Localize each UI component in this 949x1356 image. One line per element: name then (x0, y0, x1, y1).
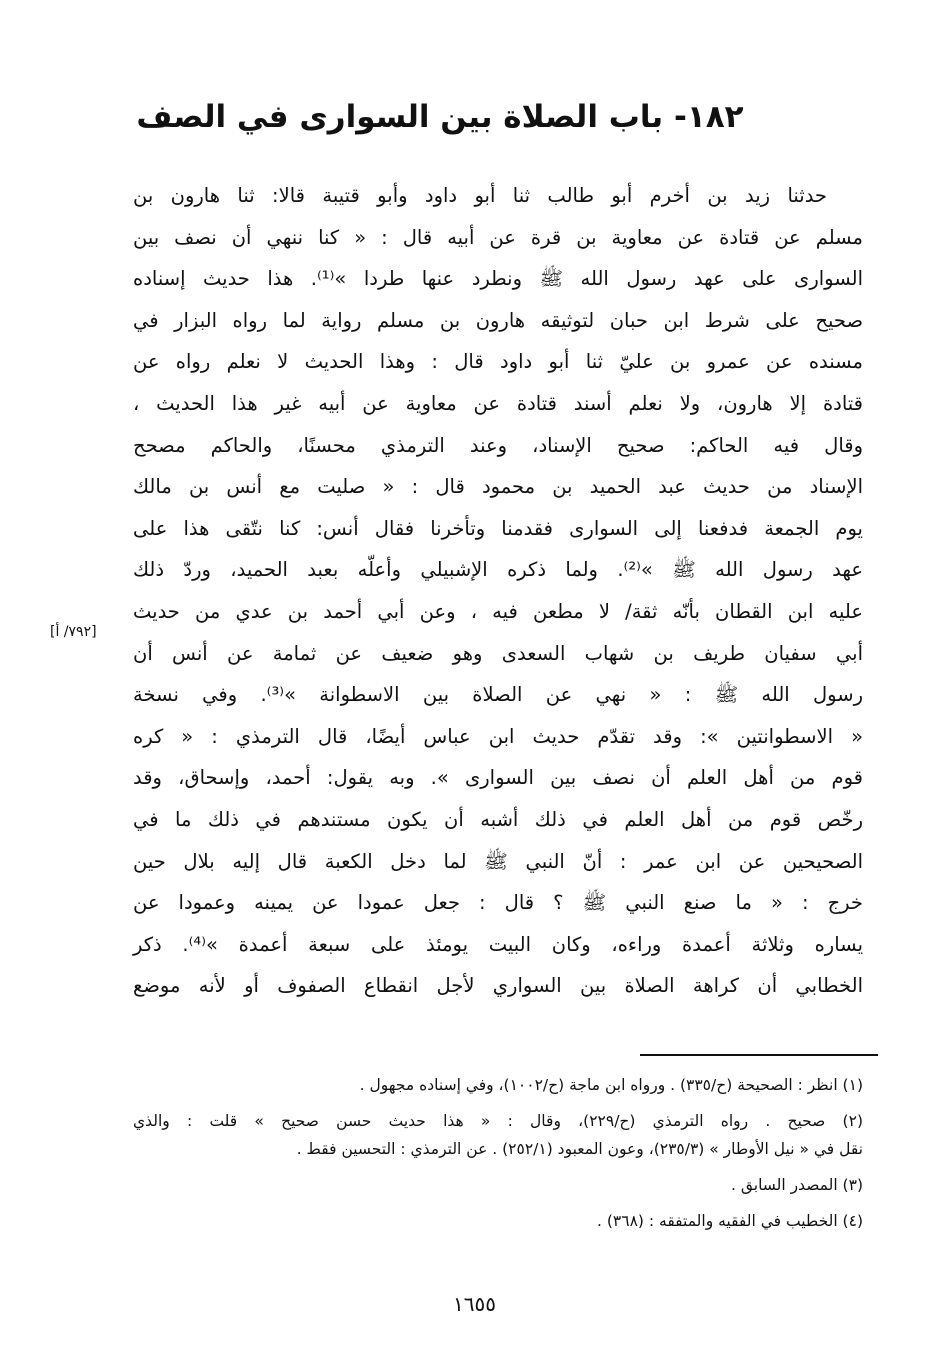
body-line: مسلم عن قتادة عن معاوية بن قرة عن أبيه قال : « كنا ننهي أن نصف بين (133, 225, 863, 249)
body-line: عليه ابن القطان بأنّه ثقة/ لا مطعن فيه ، وعن أبي أحمد بن عدي من حديث (133, 599, 863, 623)
body-line: خرج : « ما صنع النبي ﷺ ؟ قال : جعل عمودا عن يمينه وعمودا عن (133, 891, 863, 915)
body-text (133, 175, 863, 1007)
body-line: صحيح على شرط ابن حبان لتوثيقه هارون بن مسلم رواية لما رواه البزار في (133, 308, 863, 332)
manuscript-folio-marker: [٧٩٢/ أ] (50, 624, 97, 640)
page-number: ١٦٥٥ (453, 1292, 496, 1316)
body-line: الخطابي أن كراهة الصلاة بين السواري لأجل انقطاع الصفوف أو لأنه موضع (133, 974, 863, 998)
footnote-1: (١) انظر : الصحيحة (ح/٣٣٥) . ورواه ابن ماجة (ح/١٠٠٢)، وفي إسناده مجهول . (359, 1076, 863, 1094)
body-line: رسول الله ﷺ : « نهي عن الصلاة بين الاسطوانة »⁽³⁾. وفي نسخة (133, 683, 863, 707)
footnote-4: (٤) الخطيب في الفقيه والمتفقه : (٣٦٨) . (597, 1212, 863, 1230)
footnote-2: (٢) صحيح . رواه الترمذي (ح/٢٢٩)، وقال : « هذا حديث حسن صحيح » قلت : والذي (133, 1112, 863, 1130)
body-line: مسنده عن عمرو بن عليّ ثنا أبو داود قال : وهذا الحديث لا نعلم رواه عن (133, 350, 863, 374)
body-line: عهد رسول الله ﷺ »⁽²⁾. ولما ذكره الإشبيلي وأعلّه بعبد الحميد، وردّ ذلك (133, 558, 863, 582)
body-line: السوارى على عهد رسول الله ﷺ ونطرد عنها طردا »⁽¹⁾. هذا حديث إسناده (133, 267, 863, 291)
body-line: أبي سفيان طريف بن شهاب السعدى وهو ضعيف عن ثمامة عن أنس أن (133, 641, 863, 665)
body-line: « الاسطوانتين »: وقد تقدّم حديث ابن عباس أيضًا، قال الترمذي : « كره (133, 724, 863, 748)
body-line: وقال فيه الحاكم: صحيح الإسناد، وعند الترمذي محسنًا، والحاكم مصحح (133, 433, 863, 457)
body-line: قوم من أهل العلم أن نصف بين السوارى ». وبه يقول: أحمد، وإسحاق، وقد (133, 766, 863, 790)
footnote-3: (٣) المصدر السابق . (730, 1176, 863, 1194)
body-line: يساره وثلاثة أعمدة وراءه، وكان البيت يومئذ على سبعة أعمدة »⁽⁴⁾. ذكر (133, 932, 863, 956)
body-line: قتادة إلا هارون، ولا نعلم أسند قتادة عن معاوية عن أبيه غير هذا الحديث ، (133, 391, 863, 415)
footnote-separator (640, 1054, 878, 1056)
footnotes (133, 1071, 863, 1235)
body-line: يوم الجمعة فدفعنا إلى السوارى فقدمنا وتأخرنا فقال أنس: كنا نتّقى هذا على (133, 516, 863, 540)
chapter-title: ١٨٢- باب الصلاة بين السوارى في الصف (136, 99, 744, 135)
footnote-2-continued: نقل في « نيل الأوطار » (٢٣٥/٣)، وعون المعبود (٢٥٢/١) . عن الترمذي : التحسين فقط . (296, 1140, 863, 1158)
body-line: الصحيحين عن ابن عمر : أنّ النبي ﷺ لما دخل الكعبة قال إليه بلال حين (133, 849, 863, 873)
body-line: الإسناد من حديث عبد الحميد بن محمود قال : « صليت مع أنس بن مالك (133, 475, 863, 499)
body-line: حدثنا زيد بن أخرم أبو طالب ثنا أبو داود وأبو قتيبة قالا: ثنا هارون بن (133, 184, 827, 207)
body-line: رخّص قوم من أهل العلم في ذلك أشبه أن يكون مستندهم في ذلك ما في (133, 807, 863, 831)
